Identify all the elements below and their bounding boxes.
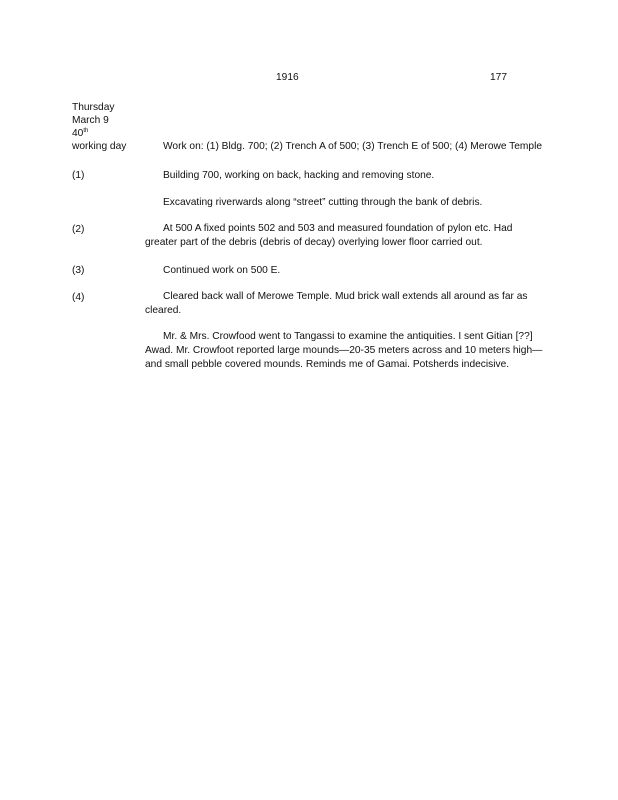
section-4-text: Cleared back wall of Merowe Temple. Mud brick wall extends all around as far as cleared. bbox=[145, 291, 528, 316]
header-year: 1916 bbox=[276, 72, 299, 83]
working-day-count: 40 bbox=[72, 128, 84, 139]
working-day-label: working day bbox=[72, 141, 127, 152]
entry-date-block bbox=[72, 101, 126, 153]
entry-date: March 9 bbox=[72, 115, 109, 126]
section-4-text-2: Mr. & Mrs. Crowfood went to Tangassi to examine the antiquities. I sent Gitian [??] Awad. Mr. Crowfoot reported large mounds—20-35 meters across and 10 meters high—and small pebble covered mounds. Reminds me of Gamai. Potsherds indecisive. bbox=[145, 331, 543, 370]
section-1-text: Building 700, working on back, hacking and removing stone. bbox=[163, 170, 435, 181]
page-number: 177 bbox=[490, 72, 507, 83]
section-4-marker: (4) bbox=[72, 292, 85, 303]
entry-day: Thursday bbox=[72, 102, 115, 113]
section-1-text-2: Excavating riverwards along “street” cutting through the bank of debris. bbox=[163, 197, 483, 208]
section-3-marker: (3) bbox=[72, 265, 85, 276]
working-day-suffix: th bbox=[83, 128, 89, 134]
section-1-marker: (1) bbox=[72, 170, 85, 181]
work-on-summary: Work on: (1) Bldg. 700; (2) Trench A of 500; (3) Trench E of 500; (4) Merowe Temple bbox=[163, 141, 543, 152]
section-2-marker: (2) bbox=[72, 224, 85, 235]
section-2-text: At 500 A fixed points 502 and 503 and measured foundation of pylon etc. Had greater part of the debris (debris of decay) overlying lower floor carried out. bbox=[145, 223, 513, 248]
section-3-text: Continued work on 500 E. bbox=[163, 265, 281, 276]
working-day-number bbox=[72, 127, 126, 140]
